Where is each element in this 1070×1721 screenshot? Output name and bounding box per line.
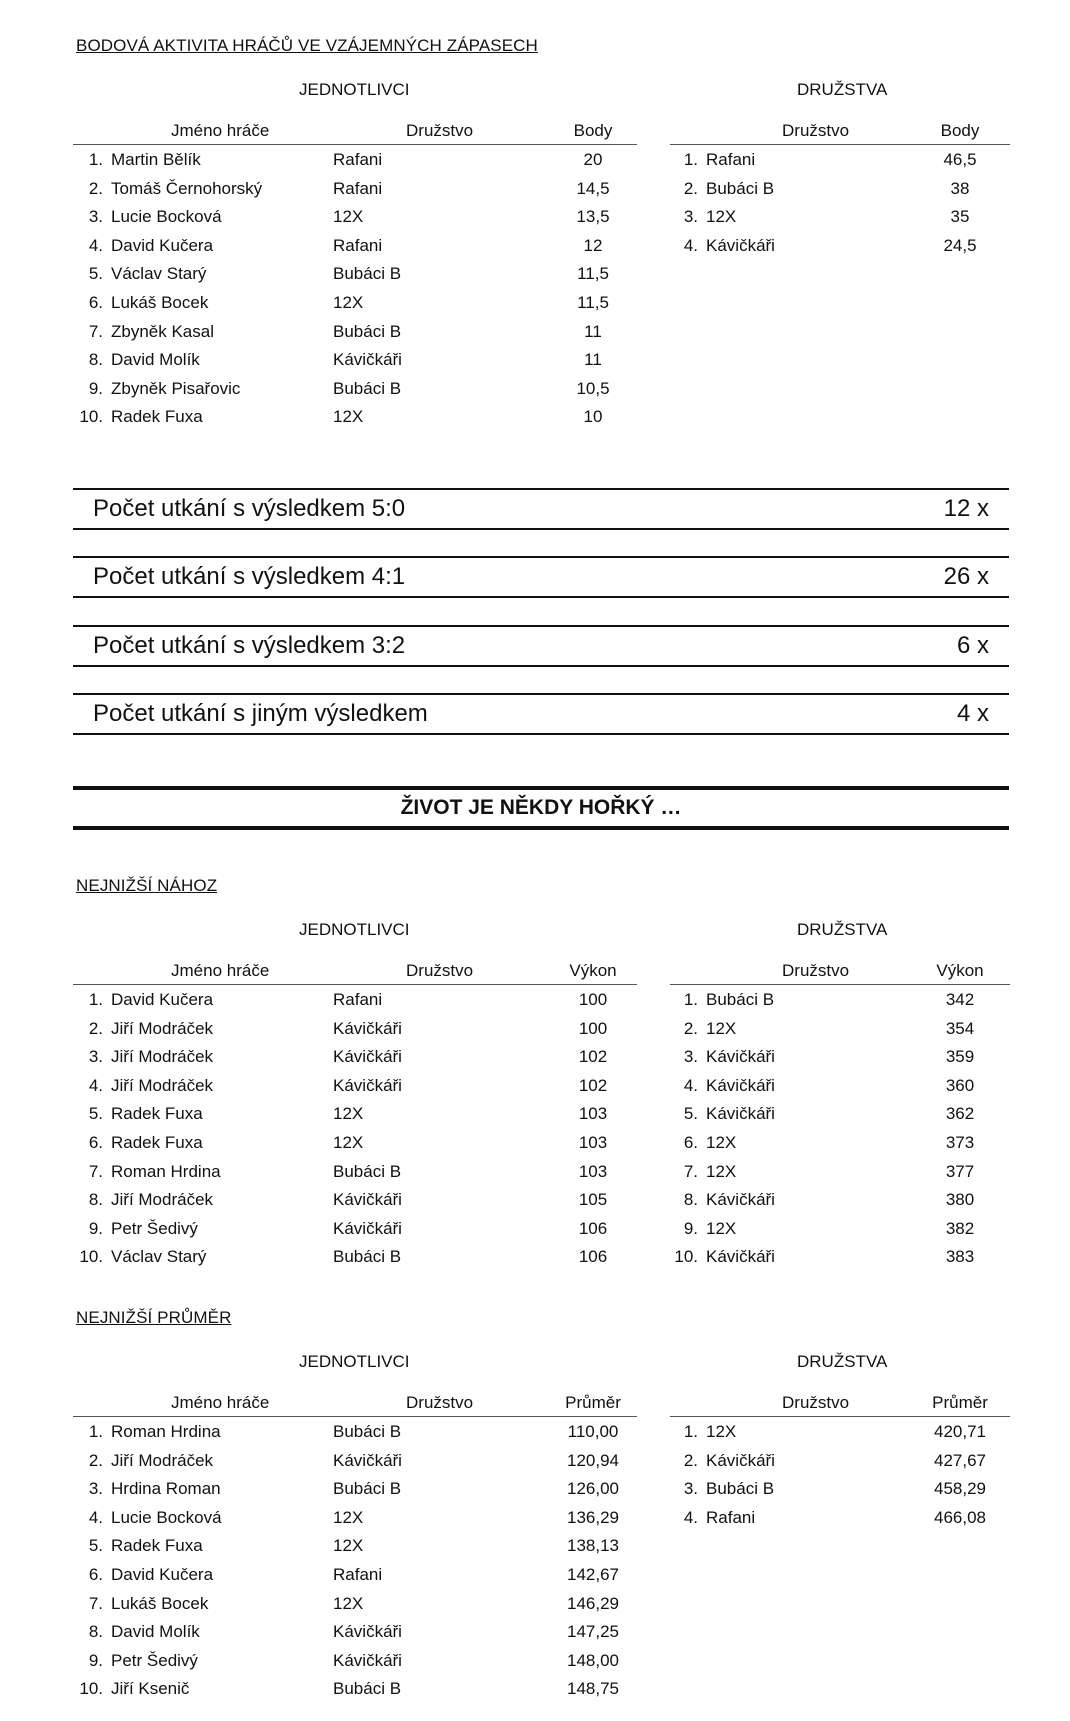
rank-cell: 10. xyxy=(79,407,103,427)
player-name-cell: Radek Fuxa xyxy=(111,1536,203,1556)
table-row xyxy=(670,1128,1010,1157)
value-cell: 142,67 xyxy=(567,1564,619,1584)
value-cell: 427,67 xyxy=(934,1450,986,1470)
team-cell: Bubáci B xyxy=(706,1479,775,1499)
value-cell: 102 xyxy=(578,1047,608,1067)
rank-cell: 1. xyxy=(683,990,698,1009)
table-body xyxy=(670,985,1010,1271)
result-label: Počet utkání s výsledkem 4:1 xyxy=(93,563,406,590)
team-cell: 12X xyxy=(333,292,364,312)
table-row xyxy=(670,1214,1010,1243)
rank-cell: 3. xyxy=(88,1047,103,1067)
result-row xyxy=(73,488,1009,530)
player-name-cell: Petr Šedivý xyxy=(111,1650,198,1670)
table-header xyxy=(670,956,1010,985)
value-cell: 126,00 xyxy=(567,1479,619,1499)
result-label: Počet utkání s výsledkem 3:2 xyxy=(93,632,406,659)
column-header-value: Průměr xyxy=(565,1393,621,1412)
value-cell: 24,5 xyxy=(943,235,977,255)
table-body xyxy=(670,145,1010,259)
table-row xyxy=(670,174,1010,203)
value-cell: 11,5 xyxy=(577,292,609,312)
result-label: Počet utkání s jiným výsledkem xyxy=(93,700,428,727)
team-cell: 12X xyxy=(706,1161,737,1181)
value-cell: 120,94 xyxy=(567,1450,619,1470)
team-cell: Kávičkáři xyxy=(333,1075,402,1095)
result-count: 6 x xyxy=(956,632,989,659)
table-row xyxy=(73,1071,637,1100)
team-cell: Kávičkáři xyxy=(333,1650,402,1670)
value-cell: 110,00 xyxy=(567,1422,619,1441)
rank-cell: 7. xyxy=(88,1593,103,1613)
value-cell: 12 xyxy=(583,235,603,255)
rank-cell: 1. xyxy=(683,1422,698,1441)
team-cell: Kávičkáři xyxy=(706,1075,775,1095)
player-name-cell: Jiří Modráček xyxy=(111,1075,214,1095)
team-cell: Bubáci B xyxy=(333,1161,402,1181)
table-row xyxy=(670,1474,1010,1503)
team-cell: Bubáci B xyxy=(333,264,402,284)
value-cell: 10,5 xyxy=(576,378,610,398)
rank-cell: 9. xyxy=(88,1650,103,1670)
player-name-cell: Tomáš Černohorský xyxy=(111,178,263,198)
player-name-cell: Jiří Modráček xyxy=(111,1190,214,1210)
team-cell: Kávičkáři xyxy=(706,1104,775,1124)
result-row xyxy=(73,625,1009,667)
rank-cell: 5. xyxy=(88,1536,103,1556)
value-cell: 103 xyxy=(578,1104,608,1124)
rank-cell: 2. xyxy=(683,1018,698,1038)
table-row xyxy=(670,145,1010,174)
teams-title: DRUŽSTVA xyxy=(797,920,888,939)
team-cell: 12X xyxy=(706,1018,737,1038)
value-cell: 11 xyxy=(584,350,602,370)
rank-cell: 1. xyxy=(88,150,103,169)
team-cell: 12X xyxy=(706,1218,737,1238)
rank-cell: 3. xyxy=(88,1479,103,1499)
table-row xyxy=(73,1214,637,1243)
rank-cell: 2. xyxy=(88,1018,103,1038)
column-header-value: Výkon xyxy=(569,961,617,980)
team-cell: Bubáci B xyxy=(333,1422,402,1441)
table-row xyxy=(670,231,1010,260)
player-name-cell: Jiří Modráček xyxy=(111,1450,214,1470)
value-cell: 383 xyxy=(945,1247,975,1267)
team-cell: Rafani xyxy=(706,150,756,169)
rank-cell: 9. xyxy=(88,1218,103,1238)
player-name-cell: Roman Hrdina xyxy=(111,1161,221,1181)
team-cell: Kávičkáři xyxy=(333,1018,402,1038)
value-cell: 373 xyxy=(945,1132,975,1152)
table-row xyxy=(73,1014,637,1043)
table-body xyxy=(73,1417,637,1703)
rank-cell: 10. xyxy=(674,1247,698,1267)
player-name-cell: Lucie Bocková xyxy=(111,1507,222,1527)
section-title-points: BODOVÁ AKTIVITA HRÁČŮ VE VZÁJEMNÝCH ZÁPASECH xyxy=(76,36,538,55)
individuals-points-table xyxy=(73,116,637,431)
table-row xyxy=(73,374,637,403)
player-name-cell: David Molík xyxy=(111,350,200,370)
team-cell: 12X xyxy=(333,1536,364,1556)
column-header-team: Družstvo xyxy=(406,1393,474,1412)
team-cell: Rafani xyxy=(706,1507,756,1527)
rank-cell: 7. xyxy=(683,1161,698,1181)
value-cell: 466,08 xyxy=(934,1507,986,1527)
team-cell: 12X xyxy=(706,207,737,227)
rank-cell: 4. xyxy=(88,1075,103,1095)
value-cell: 136,29 xyxy=(567,1507,619,1527)
column-header-team: Družstvo xyxy=(406,121,474,140)
value-cell: 14,5 xyxy=(576,178,610,198)
teams-title: DRUŽSTVA xyxy=(797,80,888,99)
section-title-lowest-roll: NEJNIŽŠÍ NÁHOZ xyxy=(76,876,218,895)
value-cell: 11 xyxy=(584,321,602,341)
value-cell: 148,75 xyxy=(567,1679,619,1699)
result-row xyxy=(73,693,1009,735)
table-row xyxy=(670,1446,1010,1475)
player-name-cell: Jiří Modráček xyxy=(111,1047,214,1067)
player-name-cell: Petr Šedivý xyxy=(111,1218,198,1238)
table-row xyxy=(73,1503,637,1532)
value-cell: 359 xyxy=(945,1047,975,1067)
rank-cell: 3. xyxy=(88,207,103,227)
result-count: 4 x xyxy=(956,700,989,727)
rank-cell: 5. xyxy=(683,1104,698,1124)
table-row xyxy=(73,345,637,374)
table-row xyxy=(670,202,1010,231)
column-header-value: Výkon xyxy=(936,961,984,980)
rank-cell: 3. xyxy=(683,1047,698,1067)
teams-points-table xyxy=(670,116,1010,259)
column-header-value: Body xyxy=(940,121,980,140)
value-cell: 420,71 xyxy=(934,1422,986,1441)
value-cell: 38 xyxy=(950,178,970,198)
team-cell: 12X xyxy=(333,1132,364,1152)
value-cell: 106 xyxy=(578,1247,608,1267)
teams-lowest-roll-table xyxy=(670,956,1010,1271)
team-cell: Kávičkáři xyxy=(333,1218,402,1238)
value-cell: 377 xyxy=(945,1161,975,1181)
rank-cell: 3. xyxy=(683,1479,698,1499)
player-name-cell: Hrdina Roman xyxy=(111,1479,221,1499)
rank-cell: 9. xyxy=(683,1218,698,1238)
team-cell: Kávičkáři xyxy=(333,1047,402,1067)
player-name-cell: Roman Hrdina xyxy=(111,1422,221,1441)
team-cell: Kávičkáři xyxy=(333,1450,402,1470)
player-name-cell: Jiří Ksenič xyxy=(111,1679,190,1699)
individuals-title: JEDNOTLIVCI xyxy=(299,1352,410,1371)
table-header xyxy=(670,1388,1010,1417)
result-count: 26 x xyxy=(943,563,989,590)
value-cell: 382 xyxy=(945,1218,975,1238)
team-cell: 12X xyxy=(706,1422,737,1441)
player-name-cell: Lucie Bocková xyxy=(111,207,222,227)
column-header-value: Body xyxy=(573,121,613,140)
rank-cell: 2. xyxy=(88,1450,103,1470)
individuals-lowest-average-table xyxy=(73,1388,637,1703)
team-cell: Rafani xyxy=(333,178,383,198)
value-cell: 138,13 xyxy=(567,1536,619,1556)
table-row xyxy=(670,1242,1010,1271)
table-row xyxy=(73,1128,637,1157)
table-row xyxy=(73,288,637,317)
value-cell: 100 xyxy=(578,990,608,1009)
table-row xyxy=(73,1589,637,1618)
teams-title: DRUŽSTVA xyxy=(797,1352,888,1371)
column-header-value: Průměr xyxy=(932,1393,988,1412)
result-count: 12 x xyxy=(943,495,989,522)
rank-cell: 1. xyxy=(88,990,103,1009)
team-cell: Rafani xyxy=(333,235,383,255)
value-cell: 103 xyxy=(578,1132,608,1152)
rank-cell: 2. xyxy=(683,1450,698,1470)
result-label: Počet utkání s výsledkem 5:0 xyxy=(93,495,406,522)
rank-cell: 5. xyxy=(88,1104,103,1124)
table-row xyxy=(73,402,637,431)
table-body xyxy=(73,145,637,431)
table-body xyxy=(73,985,637,1271)
rank-cell: 4. xyxy=(683,1507,698,1527)
value-cell: 146,29 xyxy=(567,1593,619,1613)
value-cell: 147,25 xyxy=(567,1622,619,1642)
section-title-lowest-average: NEJNIŽŠÍ PRŮMĚR xyxy=(76,1308,232,1327)
value-cell: 458,29 xyxy=(934,1479,986,1499)
rank-cell: 6. xyxy=(88,1132,103,1152)
individuals-title: JEDNOTLIVCI xyxy=(299,80,410,99)
rank-cell: 2. xyxy=(683,178,698,198)
table-row xyxy=(73,1646,637,1675)
value-cell: 46,5 xyxy=(943,150,977,169)
table-row xyxy=(73,1099,637,1128)
rank-cell: 6. xyxy=(88,1564,103,1584)
team-cell: Kávičkáři xyxy=(706,1190,775,1210)
team-cell: Rafani xyxy=(333,990,383,1009)
rank-cell: 10. xyxy=(79,1247,103,1267)
rank-cell: 10. xyxy=(79,1679,103,1699)
column-header-name: Jméno hráče xyxy=(171,121,270,140)
rank-cell: 7. xyxy=(88,1161,103,1181)
column-header-name: Jméno hráče xyxy=(171,961,270,980)
table-row xyxy=(73,1042,637,1071)
value-cell: 362 xyxy=(945,1104,975,1124)
team-cell: Bubáci B xyxy=(333,321,402,341)
team-cell: 12X xyxy=(333,1104,364,1124)
rank-cell: 5. xyxy=(88,264,103,284)
value-cell: 148,00 xyxy=(567,1650,619,1670)
value-cell: 380 xyxy=(945,1190,975,1210)
team-cell: Bubáci B xyxy=(333,1679,402,1699)
player-name-cell: David Kučera xyxy=(111,1564,214,1584)
team-cell: 12X xyxy=(333,1507,364,1527)
table-header xyxy=(670,116,1010,145)
rank-cell: 8. xyxy=(88,350,103,370)
team-cell: Bubáci B xyxy=(333,1247,402,1267)
team-cell: 12X xyxy=(333,207,364,227)
value-cell: 360 xyxy=(945,1075,975,1095)
player-name-cell: Radek Fuxa xyxy=(111,1132,203,1152)
table-row xyxy=(670,1185,1010,1214)
player-name-cell: Zbyněk Pisařovic xyxy=(111,378,241,398)
column-header-team: Družstvo xyxy=(406,961,474,980)
column-header-team: Družstvo xyxy=(782,121,850,140)
table-row xyxy=(73,1674,637,1703)
team-cell: Bubáci B xyxy=(706,178,775,198)
team-cell: Rafani xyxy=(333,1564,383,1584)
table-row xyxy=(73,317,637,346)
player-name-cell: Václav Starý xyxy=(111,264,207,284)
table-row xyxy=(73,1474,637,1503)
table-row xyxy=(73,231,637,260)
table-row xyxy=(670,1071,1010,1100)
value-cell: 35 xyxy=(950,207,970,227)
table-row xyxy=(670,1503,1010,1532)
value-cell: 105 xyxy=(578,1190,608,1210)
value-cell: 106 xyxy=(578,1218,608,1238)
value-cell: 11,5 xyxy=(577,264,609,284)
team-cell: Bubáci B xyxy=(333,1479,402,1499)
team-cell: Rafani xyxy=(333,150,383,169)
value-cell: 10 xyxy=(583,407,603,427)
individuals-lowest-roll-table xyxy=(73,956,637,1271)
table-row xyxy=(73,259,637,288)
player-name-cell: Lukáš Bocek xyxy=(111,1593,209,1613)
table-row xyxy=(670,1042,1010,1071)
team-cell: Kávičkáři xyxy=(706,1247,775,1267)
rank-cell: 1. xyxy=(88,1422,103,1441)
team-cell: Kávičkáři xyxy=(706,1047,775,1067)
value-cell: 342 xyxy=(945,990,975,1009)
player-name-cell: David Kučera xyxy=(111,990,214,1009)
player-name-cell: Radek Fuxa xyxy=(111,407,203,427)
table-header xyxy=(73,1388,637,1417)
rank-cell: 1. xyxy=(683,150,698,169)
table-row xyxy=(73,1560,637,1589)
player-name-cell: David Kučera xyxy=(111,235,214,255)
rank-cell: 4. xyxy=(88,1507,103,1527)
team-cell: Bubáci B xyxy=(706,990,775,1009)
table-row xyxy=(670,1014,1010,1043)
value-cell: 20 xyxy=(583,150,603,169)
table-header xyxy=(73,116,637,145)
rank-cell: 8. xyxy=(88,1622,103,1642)
team-cell: 12X xyxy=(333,1593,364,1613)
player-name-cell: Jiří Modráček xyxy=(111,1018,214,1038)
value-cell: 102 xyxy=(578,1075,608,1095)
table-row xyxy=(73,145,637,174)
player-name-cell: Václav Starý xyxy=(111,1247,207,1267)
player-name-cell: Zbyněk Kasal xyxy=(111,321,214,341)
column-header-team: Družstvo xyxy=(782,961,850,980)
table-row xyxy=(73,1446,637,1475)
rank-cell: 6. xyxy=(88,292,103,312)
team-cell: 12X xyxy=(333,407,364,427)
team-cell: Kávičkáři xyxy=(706,1450,775,1470)
table-row xyxy=(73,174,637,203)
table-row xyxy=(73,1242,637,1271)
player-name-cell: David Molík xyxy=(111,1622,200,1642)
player-name-cell: Lukáš Bocek xyxy=(111,292,209,312)
table-row xyxy=(670,985,1010,1014)
team-cell: Bubáci B xyxy=(333,378,402,398)
table-row xyxy=(73,1531,637,1560)
column-header-name: Jméno hráče xyxy=(171,1393,270,1412)
table-row xyxy=(73,1185,637,1214)
result-row xyxy=(73,556,1009,598)
rank-cell: 4. xyxy=(88,235,103,255)
table-row xyxy=(73,1417,637,1446)
value-cell: 100 xyxy=(578,1018,608,1038)
table-row xyxy=(73,985,637,1014)
banner-heading: ŽIVOT JE NĚKDY HOŘKÝ … xyxy=(73,786,1009,830)
value-cell: 354 xyxy=(945,1018,975,1038)
rank-cell: 8. xyxy=(88,1190,103,1210)
table-body xyxy=(670,1417,1010,1531)
value-cell: 13,5 xyxy=(576,207,610,227)
column-header-team: Družstvo xyxy=(782,1393,850,1412)
table-row xyxy=(670,1417,1010,1446)
individuals-title: JEDNOTLIVCI xyxy=(299,920,410,939)
rank-cell: 7. xyxy=(88,321,103,341)
team-cell: Kávičkáři xyxy=(333,350,402,370)
team-cell: Kávičkáři xyxy=(333,1190,402,1210)
player-name-cell: Radek Fuxa xyxy=(111,1104,203,1124)
table-row xyxy=(670,1099,1010,1128)
table-header xyxy=(73,956,637,985)
rank-cell: 4. xyxy=(683,235,698,255)
table-row xyxy=(73,1617,637,1646)
team-cell: Kávičkáři xyxy=(706,235,775,255)
rank-cell: 6. xyxy=(683,1132,698,1152)
table-row xyxy=(73,202,637,231)
team-cell: 12X xyxy=(706,1132,737,1152)
rank-cell: 9. xyxy=(88,378,103,398)
value-cell: 103 xyxy=(578,1161,608,1181)
rank-cell: 8. xyxy=(683,1190,698,1210)
rank-cell: 2. xyxy=(88,178,103,198)
table-row xyxy=(670,1157,1010,1186)
teams-lowest-average-table xyxy=(670,1388,1010,1531)
rank-cell: 3. xyxy=(683,207,698,227)
table-row xyxy=(73,1157,637,1186)
player-name-cell: Martin Bělík xyxy=(111,150,201,169)
rank-cell: 4. xyxy=(683,1075,698,1095)
team-cell: Kávičkáři xyxy=(333,1622,402,1642)
